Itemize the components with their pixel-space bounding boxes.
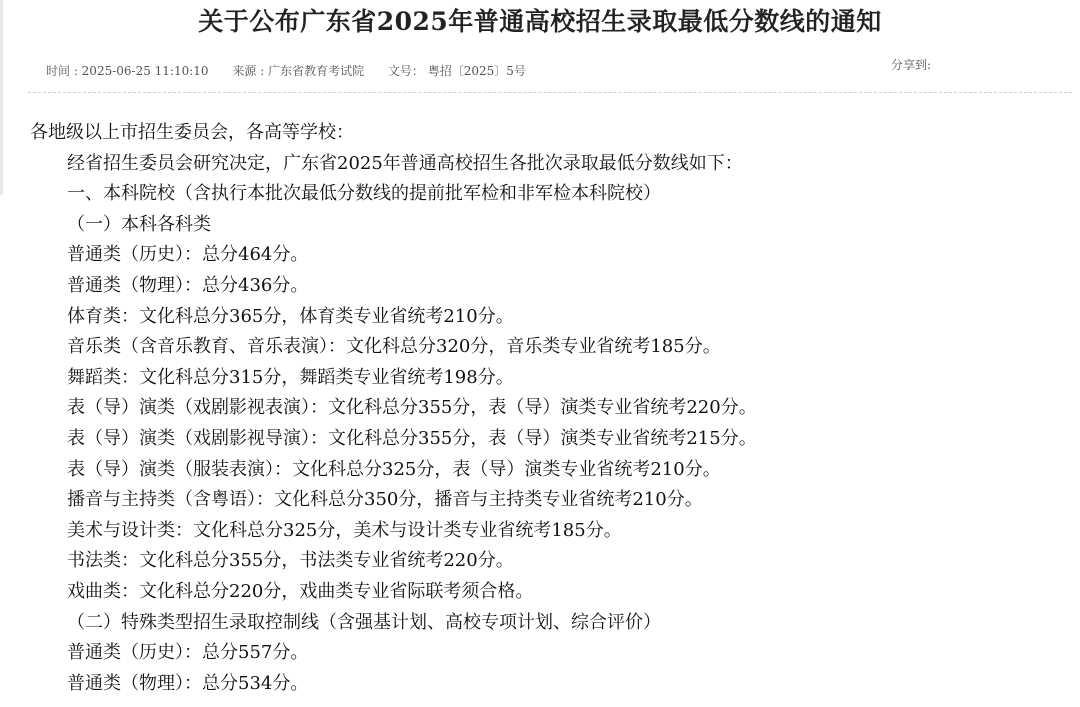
score-line: 书法类：文化科总分355分，书法类专业省统考220分。	[67, 550, 514, 572]
page-title: 关于公布广东省2025年普通高校招生录取最低分数线的通知	[198, 7, 882, 36]
share-label: 分享到:	[891, 58, 932, 72]
section-heading-1: 一、本科院校（含执行本批次最低分数线的提前批军检和非军检本科院校）	[67, 183, 661, 205]
score-line: 普通类（历史）：总分557分。	[67, 642, 309, 664]
intro-paragraph: 经省招生委员会研究决定，广东省2025年普通高校招生各批次录取最低分数线如下：	[67, 152, 743, 174]
score-line: 表（导）演类（戏剧影视导演）：文化科总分355分，表（导）演类专业省统考215分。	[67, 428, 757, 449]
score-line: 普通类（历史）：总分464分。	[67, 244, 309, 266]
article-source: 来源 : 广东省教育考试院	[232, 64, 365, 78]
score-line: 音乐类（含音乐教育、音乐表演）：文化科总分320分，音乐类专业省统考185分。	[67, 336, 721, 358]
header-divider	[28, 92, 1072, 93]
score-line: 表（导）演类（戏剧影视表演）：文化科总分355分，表（导）演类专业省统考220分。	[67, 397, 757, 419]
article-meta	[46, 62, 546, 79]
score-line: 播音与主持类（含粤语）：文化科总分350分，播音与主持类专业省统考210分。	[67, 489, 703, 511]
score-line: 体育类：文化科总分365分，体育类专业省统考210分。	[67, 305, 514, 327]
score-line: 舞蹈类：文化科总分315分，舞蹈类专业省统考198分。	[67, 366, 514, 388]
document-number: 文号： 粤招〔2025〕5号	[387, 64, 526, 78]
salutation: 各地级以上市招生委员会，各高等学校：	[30, 122, 354, 143]
subsection-heading-2: （二）特殊类型招生录取控制线（含强基计划、高校专项计划、综合评价）	[67, 611, 661, 633]
score-line: 戏曲类：文化科总分220分，戏曲类专业省际联考须合格。	[67, 581, 534, 602]
publish-time: 时间 : 2025-06-25 11:10:10	[46, 64, 209, 78]
subsection-heading-1: （一）本科各科类	[67, 213, 211, 235]
score-line: 美术与设计类：文化科总分325分，美术与设计类专业省统考185分。	[67, 519, 622, 541]
score-line: 普通类（物理）：总分534分。	[67, 672, 309, 694]
score-line: 表（导）演类（服装表演）：文化科总分325分，表（导）演类专业省统考210分。	[67, 458, 721, 480]
score-line: 普通类（物理）：总分436分。	[67, 275, 309, 296]
